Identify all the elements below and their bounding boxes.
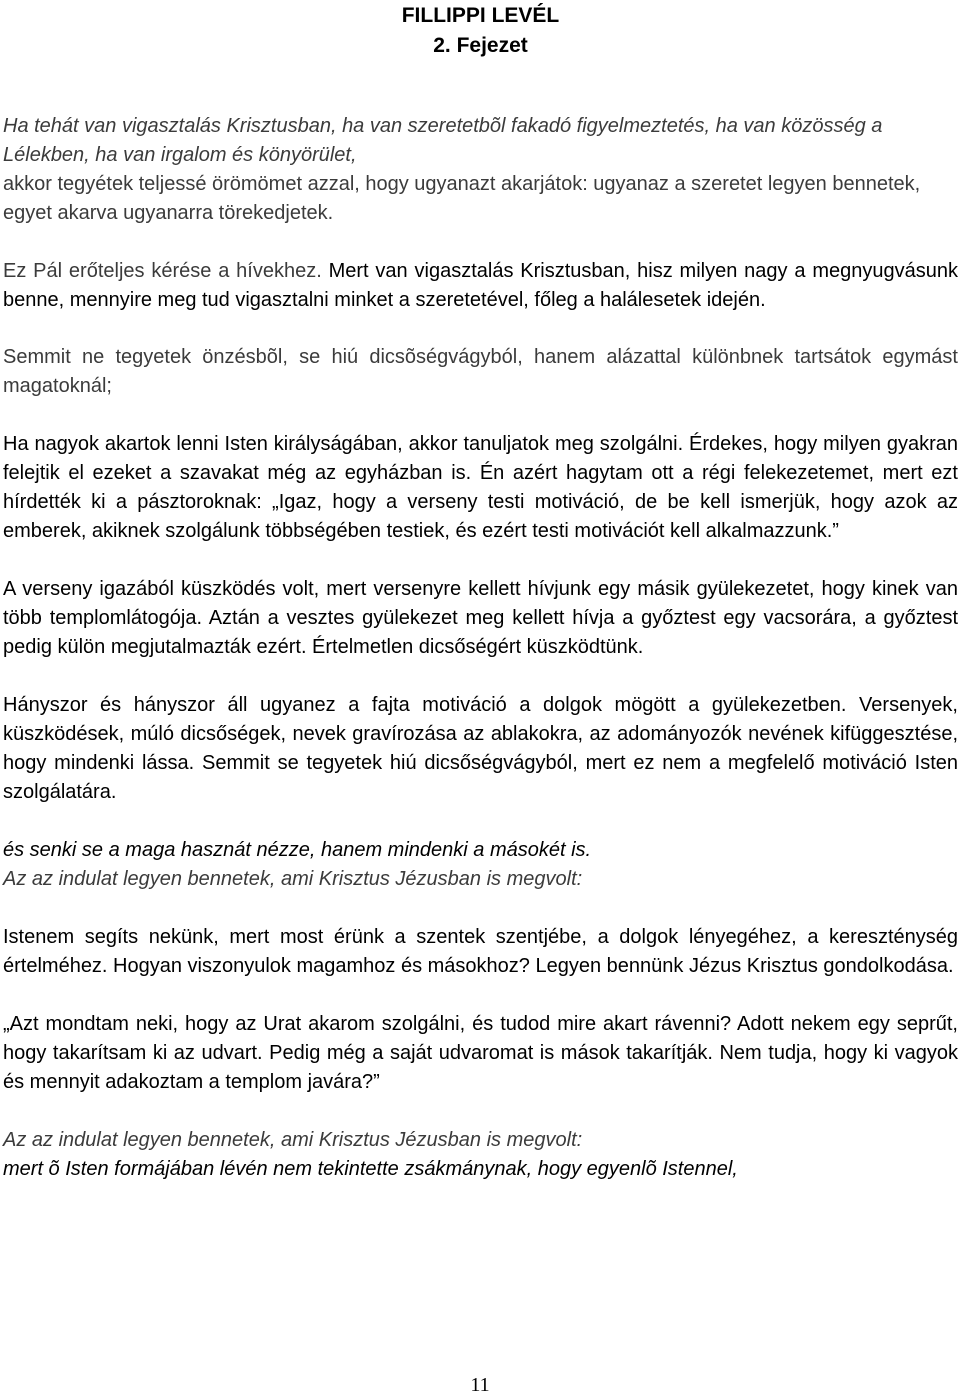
commentary-paragraph-5: Istenem segíts nekünk, mert most érünk a szentek szentjébe, a dolgok lényegéhez, a kereszténység értelméhez. Hogyan viszonyulok magamhoz és másokhoz? Legyen bennünk Jézus Krisztus gondolkodása. xyxy=(3,926,958,977)
commentary-lead: Ez Pál erőteljes kérése a hívekhez. xyxy=(3,260,322,282)
scripture-verse-5: Az az indulat legyen bennetek, ami Krisztus Jézusban is megvolt: xyxy=(3,868,583,890)
scripture-verse-7: mert õ Isten formájában lévén nem tekintette zsákmánynak, hogy egyenlõ Istennel, xyxy=(3,1158,738,1180)
scripture-verse-6: Az az indulat legyen bennetek, ami Krisztus Jézusban is megvolt: xyxy=(3,1129,583,1151)
scripture-verse-1: Ha tehát van vigasztalás Krisztusban, ha van szeretetbõl fakadó figyelmeztetés, ha van közösség a Lélekben, ha van irgalom és könyörület, xyxy=(3,115,883,166)
scripture-verse-4: és senki se a maga hasznát nézze, hanem mindenki a másokét is. xyxy=(3,839,592,861)
commentary-paragraph-4: Hányszor és hányszor áll ugyanez a fajta motiváció a dolgok mögött a gyülekezetben. Versenyek, küszködések, múló dicsőségek, nevek gravírozása az ablakokra, az adományozók nevének kifüggesztése, hogy mindenki lássa. Semmit se tegyetek hiú dicsőségvágyból, mert ez nem a megfelelő motiváció Isten szolgálatára. xyxy=(3,694,958,803)
commentary-text: Mert van vigasztalás Krisztusban, hisz milyen nagy a megnyugvásunk benne, mennyire meg tud vigasztalni minket a szeretetével, főleg a halálesetek idején. xyxy=(3,260,958,311)
quoted-story: „Azt mondtam neki, hogy az Urat akarom szolgálni, és tudod mire akart rávenni? Adott nekem egy seprűt, hogy takarítsam ki az udvart. Pedig még a saját udvaromat is mások takarítják. Nem tudja, hogy ki vagyok és mennyit adakoztam a templom javára?” xyxy=(3,1013,958,1093)
scripture-verse-3: Semmit ne tegyetek önzésbõl, se hiú dicsõségvágyból, hanem alázattal különbnek tartsátok egymást magatoknál; xyxy=(3,346,958,397)
page-number: 11 xyxy=(470,1374,490,1396)
book-title: FILLIPPI LEVÉL xyxy=(401,4,560,27)
chapter-title: 2. Fejezet xyxy=(433,34,528,57)
commentary-paragraph-2: Ha nagyok akartok lenni Isten királyságában, akkor tanuljatok meg szolgálni. Érdekes, hogy milyen gyakran felejtik el ezeket a szavakat még az egyházban is. Én azért hagytam ott a régi felekezetemet, mert ezt hírdették ki a pásztoroknak: „Igaz, hogy a verseny testi motiváció, de be kell ismerjük, hogy azok az emberek, akiknek szolgálunk többségében testiek, és ezért testi motivációt kell alkalmazzunk.” xyxy=(3,433,958,542)
document-page xyxy=(3,0,958,1184)
commentary-paragraph-3: A verseny igazából küszködés volt, mert versenyre kellett hívjunk egy másik gyülekezetet, hogy kinek van több templomlátogója. Aztán a vesztes gyülekezet meg kellett hívja a győztest egy vacsorára, a győztest pedig külön megjutalmazták ezért. Értelmetlen dicsőségért küszködtünk. xyxy=(3,578,958,658)
scripture-verse-2: akkor tegyétek teljessé örömömet azzal, hogy ugyanazt akarjátok: ugyanaz a szeretet legyen bennetek, egyet akarva ugyanarra törekedjetek. xyxy=(3,173,921,224)
commentary-paragraph xyxy=(3,257,958,315)
